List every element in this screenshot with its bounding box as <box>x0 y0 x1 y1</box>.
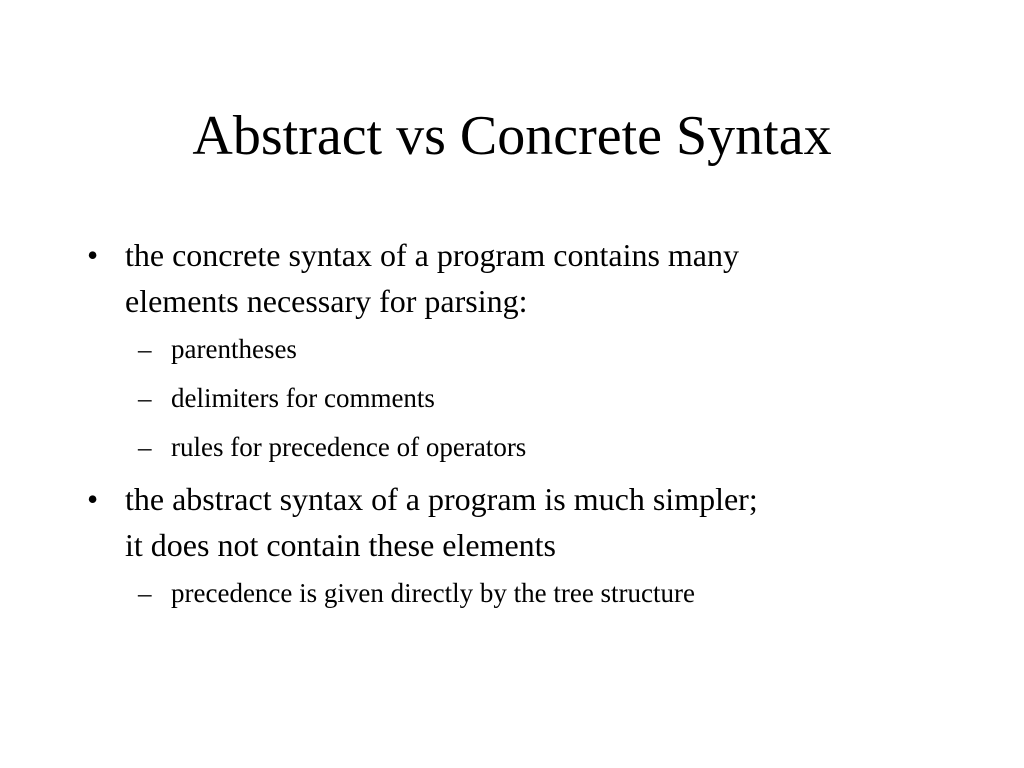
bullet-marker: • <box>87 481 99 517</box>
sub-marker: – <box>138 383 152 413</box>
sub-text: delimiters for comments <box>171 383 435 413</box>
bullet-text-line: the concrete syntax of a program contains many <box>125 237 739 273</box>
sub-item <box>0 573 1024 613</box>
sub-list <box>0 329 1024 467</box>
sub-marker: – <box>138 334 152 364</box>
bullet-item <box>0 476 1024 568</box>
sub-text: precedence is given directly by the tree structure <box>171 578 696 608</box>
bullet-text-line: the abstract syntax of a program is much simpler; <box>125 481 758 517</box>
sub-list <box>0 573 1024 613</box>
bullet-item <box>0 232 1024 324</box>
sub-marker: – <box>138 432 152 462</box>
sub-marker: – <box>138 578 152 608</box>
sub-text: rules for precedence of operators <box>171 432 527 462</box>
sub-item <box>0 329 1024 369</box>
sub-text: parentheses <box>171 334 297 364</box>
bullet-marker: • <box>87 237 99 273</box>
bullet-text-line: it does not contain these elements <box>125 527 556 563</box>
slide-title: Abstract vs Concrete Syntax <box>192 105 832 167</box>
sub-item <box>0 427 1024 467</box>
sub-item <box>0 378 1024 418</box>
slide-content <box>0 232 1024 622</box>
bullet-text-line: elements necessary for parsing: <box>125 283 528 319</box>
